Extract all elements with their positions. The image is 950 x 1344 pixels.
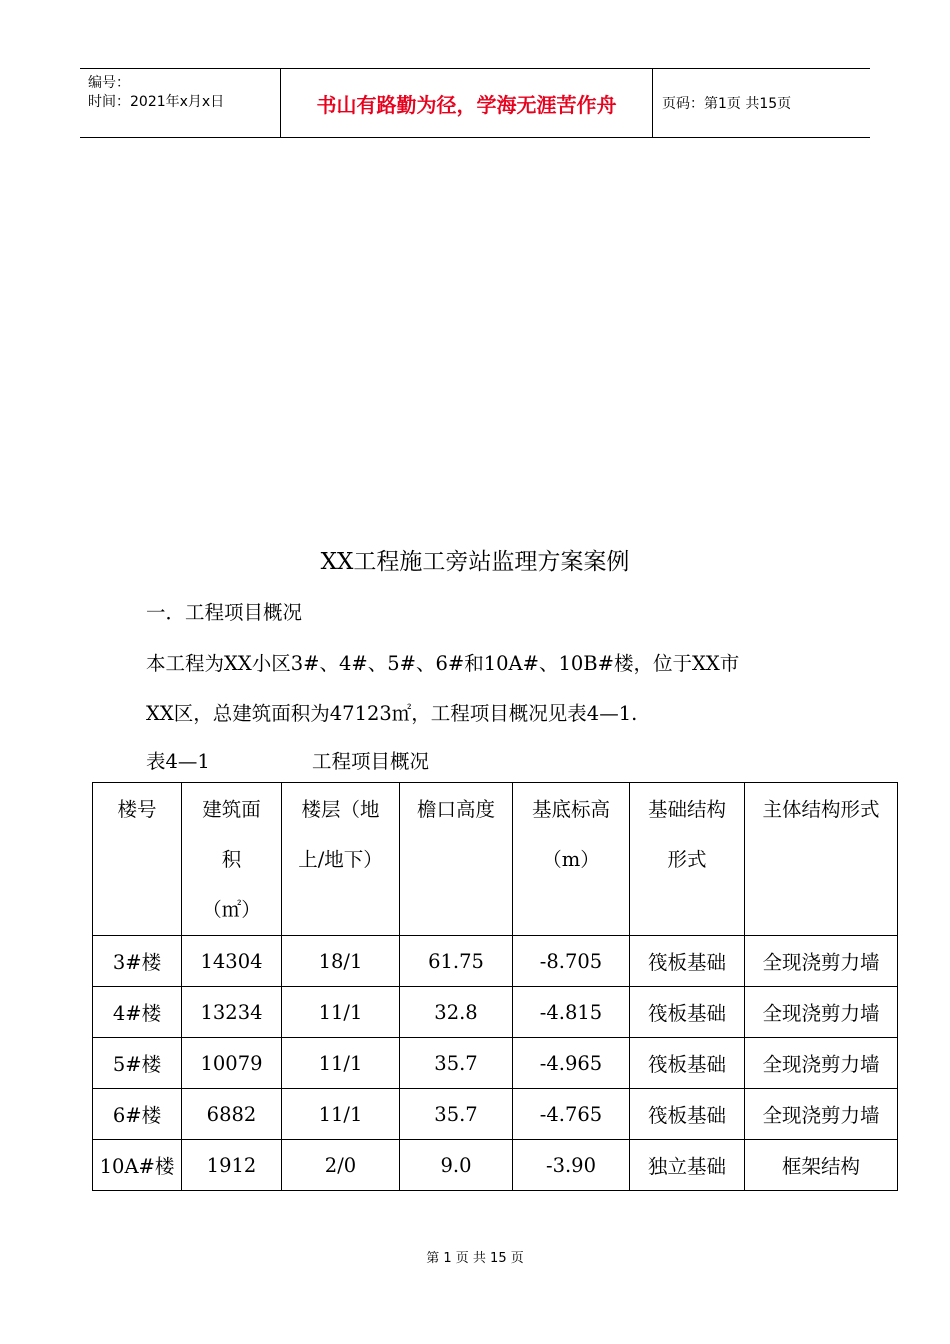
table-cell: -8.705	[513, 936, 630, 987]
table-cell: 13234	[182, 987, 282, 1038]
table-cell: 1912	[182, 1140, 282, 1191]
table-header-text: 檐口高度	[416, 798, 495, 821]
table-cell: -3.90	[513, 1140, 630, 1191]
table-cell: -4.765	[513, 1089, 630, 1140]
table-header-text: （m）	[542, 848, 600, 871]
table-header-cell	[513, 783, 630, 936]
table-header-text: （㎡）	[202, 898, 261, 921]
table-cell: 35.7	[400, 1089, 513, 1140]
table-header-text: 主体结构形式	[762, 798, 880, 821]
table-cell: 11/1	[282, 1038, 400, 1089]
table-header-cell	[630, 783, 745, 936]
table-header-text: 楼层（地	[301, 798, 380, 821]
table-header-row	[93, 783, 898, 936]
header-motto: 书山有路勤为径，学海无涯苦作舟	[281, 69, 653, 137]
table-cell: 筏板基础	[630, 1038, 745, 1089]
table-header-cell	[745, 783, 898, 936]
table-cell: 全现浇剪力墙	[745, 987, 898, 1038]
table-row	[93, 1140, 898, 1191]
table-cell: 全现浇剪力墙	[745, 1038, 898, 1089]
table-cell: 18/1	[282, 936, 400, 987]
table-cell: 筏板基础	[630, 1089, 745, 1140]
document-title: XX工程施工旁站监理方案案例	[320, 549, 630, 575]
header-time-label: 时间：2021年x月x日	[88, 94, 225, 110]
table-caption: 工程项目概况	[312, 750, 430, 773]
table-cell: 全现浇剪力墙	[745, 936, 898, 987]
paragraph-line-2: XX区，总建筑面积为47123㎡，工程项目概况见表4—1.	[146, 702, 638, 725]
table-cell: 10A#楼	[93, 1140, 182, 1191]
project-overview-table	[92, 782, 898, 1191]
table-cell: 11/1	[282, 1089, 400, 1140]
table-header-text: 建筑面	[202, 798, 261, 821]
table-cell: 35.7	[400, 1038, 513, 1089]
table-cell: 独立基础	[630, 1140, 745, 1191]
header-number-label: 编号：	[88, 75, 130, 91]
table-cell: 6#楼	[93, 1089, 182, 1140]
table-cell: 框架结构	[745, 1140, 898, 1191]
table-row	[93, 1089, 898, 1140]
table-cell: 61.75	[400, 936, 513, 987]
table-row	[93, 1038, 898, 1089]
table-row	[93, 987, 898, 1038]
table-cell: 6882	[182, 1089, 282, 1140]
table-cell: 3#楼	[93, 936, 182, 987]
table-cell: 10079	[182, 1038, 282, 1089]
table-cell: 全现浇剪力墙	[745, 1089, 898, 1140]
table-header-text: 基础结构	[647, 798, 726, 821]
page-footer: 第 1 页 共 15 页	[426, 1251, 524, 1266]
table-header-text: 形式	[667, 848, 707, 871]
table-cell: 9.0	[400, 1140, 513, 1191]
page-header	[80, 68, 870, 138]
paragraph-line-1: 本工程为XX小区3#、4#、5#、6#和10A#、10B#楼，位于XX市	[146, 652, 740, 675]
header-meta	[80, 69, 281, 137]
table-header-text: 楼号	[117, 798, 157, 821]
table-header-cell	[400, 783, 513, 936]
table-cell: 筏板基础	[630, 987, 745, 1038]
table-header-text: 积	[221, 848, 242, 871]
table-cell: 筏板基础	[630, 936, 745, 987]
table-cell: -4.965	[513, 1038, 630, 1089]
table-cell: -4.815	[513, 987, 630, 1038]
table-number: 表4—1	[146, 750, 210, 773]
section-heading: 一．工程项目概况	[146, 601, 303, 624]
header-page-info: 页码：第1页 共15页	[662, 96, 792, 112]
table-cell: 14304	[182, 936, 282, 987]
table-cell: 2/0	[282, 1140, 400, 1191]
table-header-text: 基底标高	[531, 798, 610, 821]
table-cell: 32.8	[400, 987, 513, 1038]
table-cell: 5#楼	[93, 1038, 182, 1089]
table-header-cell	[282, 783, 400, 936]
table-row	[93, 936, 898, 987]
table-header-cell	[182, 783, 282, 936]
table-header-text: 上/地下）	[298, 848, 383, 871]
table-header-cell	[93, 783, 182, 936]
table-cell: 4#楼	[93, 987, 182, 1038]
table-cell: 11/1	[282, 987, 400, 1038]
